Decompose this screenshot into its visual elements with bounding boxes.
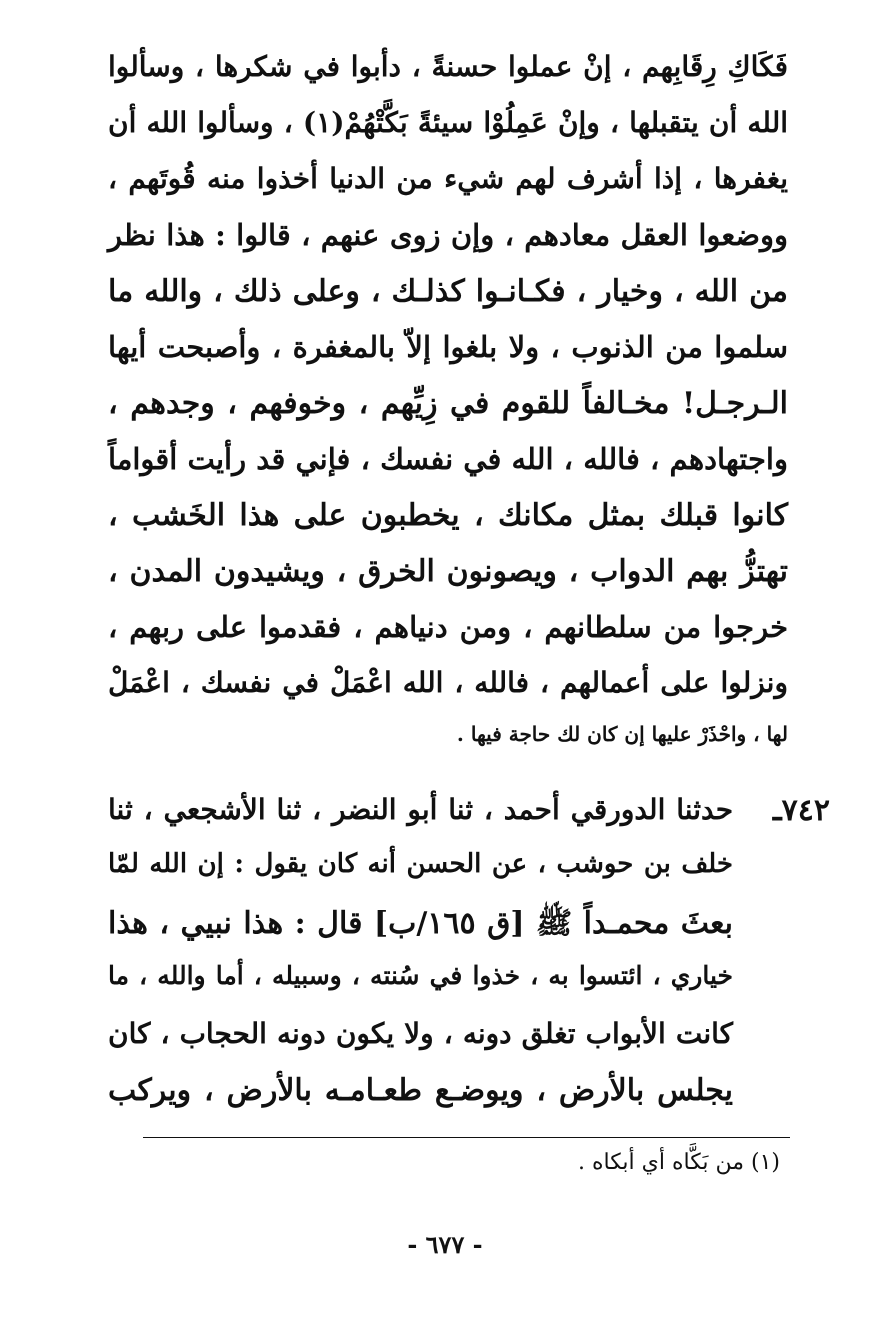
text-line: واجتهادهم ، فالله ، الله في نفسك ، فإني قد رأيت أقواماً [108,442,788,476]
text-line: الله أن يتقبلها ، وإنْ عَمِلُوْا سيئةً بَكَّتْهُمْ(١) ، وسألوا الله أن [108,106,789,139]
text-line: كانوا قبلك بمثل مكانك ، يخطبون على هذا الخَشب ، [108,498,788,533]
text-line: كانت الأبواب تغلق دونه ، ولا يكون دونه الحجاب ، كان [108,1017,734,1050]
text-line: ووضعوا العقل معادهم ، وإن زوى عنهم ، قالوا : هذا نظر [108,218,788,252]
text-line: يجلس بالأرض ، ويوضـع طعـامـه بالأرض ، ويركب [108,1073,733,1108]
hadith-number: ٧٤٢ـ [772,793,830,828]
main-text-block [108,50,788,780]
text-line: حدثنا الدورقي أحمد ، ثنا أبو النضر ، ثنا الأشجعي ، ثنا [108,793,733,826]
footnote-separator [143,1137,790,1138]
page-number: - ٦٧٧ - [407,1230,483,1259]
hadith-text-block [108,793,733,1123]
text-line: فَكَاكِ رِقَابِهم ، إنْ عملوا حسنةً ، دأبوا في شكرها ، وسألوا [108,50,788,83]
text-line: لها ، واحْذَرْ عليها إن كان لك حاجة فيها . [456,722,788,746]
text-line: من الله ، وخيار ، فكـانـوا كذلـك ، وعلى ذلك ، والله ما [108,274,788,309]
text-line: سلموا من الذنوب ، ولا بلغوا إلاّ بالمغفرة ، وأصبحت أيها [108,330,788,364]
footnote: (١) من بَكَّاه أي أبكاه . [578,1150,780,1175]
text-line: الـرجـل! مخـالفاً للقوم في زِيِّهم ، وخوفهم ، وجدهم ، [108,386,788,421]
text-line: خرجوا من سلطانهم ، ومن دنياهم ، فقدموا على ربهم ، [108,610,788,644]
text-line: ونزلوا على أعمالهم ، فالله ، الله اعْمَلْ في نفسك ، اعْمَلْ [108,666,788,699]
text-line: يغفرها ، إذا أشرف لهم شيء من الدنيا أخذوا منه قُوتَهم ، [108,162,788,195]
text-line: تهتزُّ بهم الدواب ، ويصونون الخرق ، ويشيدون المدن ، [108,554,788,589]
text-line: خلف بن حوشب ، عن الحسن أنه كان يقول : إن الله لمّا [108,849,733,879]
text-line: بعثَ محمـداً ﷺ [ق ١٦٥/ب] قال : هذا نبيي ، هذا [108,906,734,941]
text-line: خياري ، ائتسوا به ، خذوا في سُنته ، وسبيله ، أما والله ، ما [108,961,733,990]
